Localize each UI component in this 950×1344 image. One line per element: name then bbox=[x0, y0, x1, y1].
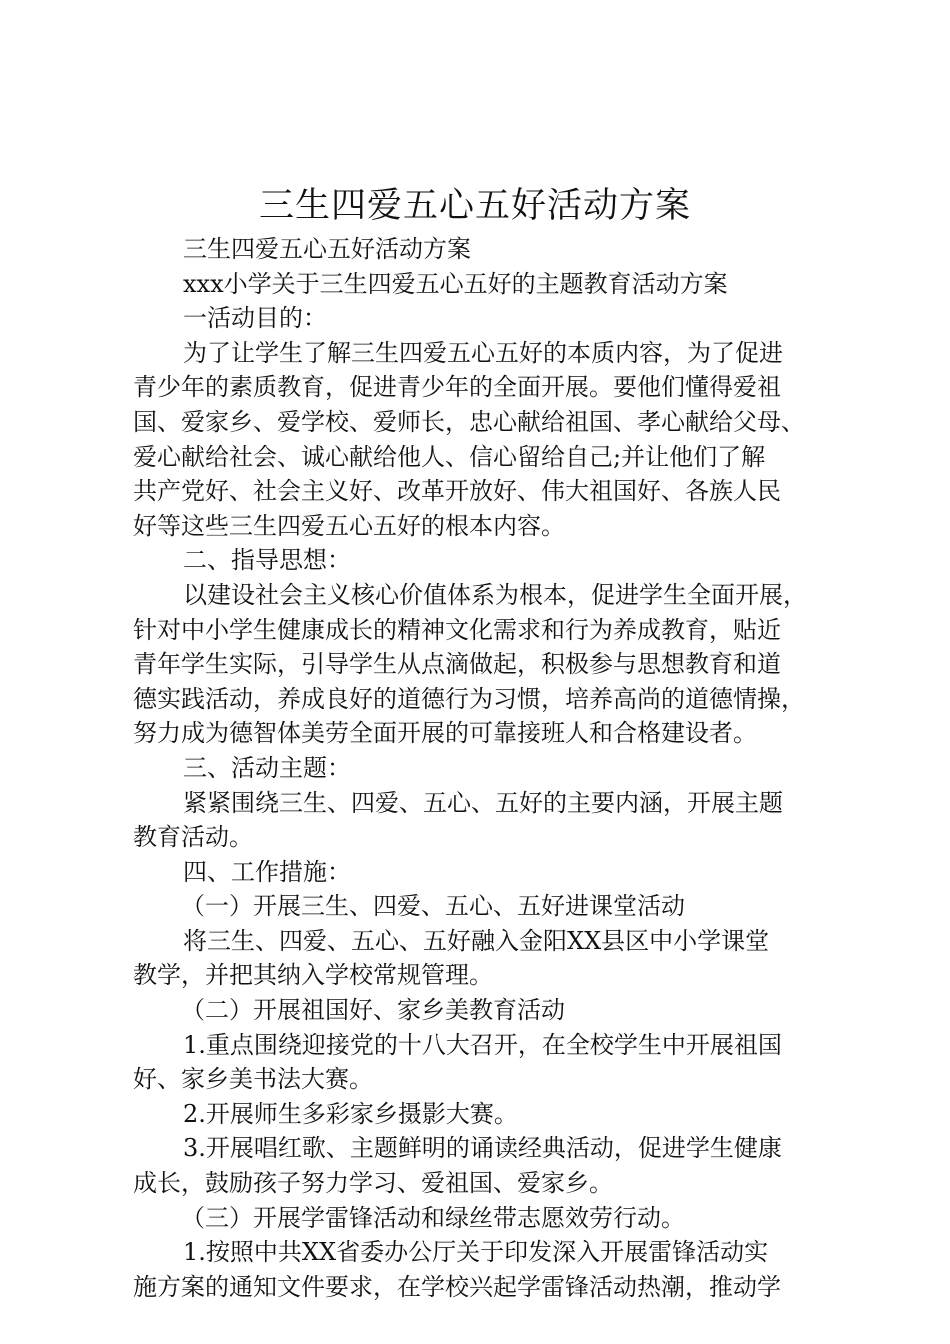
paragraph-line: 努力成为德智体美劳全面开展的可靠接班人和合格建设者。 bbox=[133, 719, 757, 748]
section-heading: 一活动目的： bbox=[183, 304, 327, 333]
paragraph-line: 好等这些三生四爱五心五好的根本内容。 bbox=[133, 511, 565, 540]
list-item-line: 1.按照中共XX省委办公厅关于印发深入开展雷锋活动实 bbox=[183, 1238, 769, 1267]
paragraph-line: 紧紧围绕三生、四爱、五心、五好的主要内涵，开展主题 bbox=[183, 788, 783, 817]
section-heading: 四、工作措施： bbox=[183, 857, 351, 886]
paragraph-line: 德实践活动，养成良好的道德行为习惯，培养高尚的道德情操， bbox=[133, 684, 805, 713]
list-item-line: 1.重点围绕迎接党的十八大召开，在全校学生中开展祖国 bbox=[183, 1030, 782, 1059]
list-item-line: 3.开展唱红歌、主题鲜明的诵读经典活动，促进学生健康 bbox=[183, 1134, 782, 1163]
subtitle-line: 三生四爱五心五好活动方案 bbox=[183, 235, 471, 263]
plan-name-line: xxx小学关于三生四爱五心五好的主题教育活动方案 bbox=[183, 269, 728, 298]
subsection-heading: （一）开展三生、四爱、五心、五好进课堂活动 bbox=[181, 892, 685, 921]
list-item-line: 施方案的通知文件要求，在学校兴起学雷锋活动热潮，推动学 bbox=[133, 1272, 781, 1301]
list-item-line: 成长，鼓励孩子努力学习、爱祖国、爱家乡。 bbox=[133, 1169, 613, 1198]
paragraph-line: 爱心献给社会、诚心献给他人、信心留给自己;并让他们了解 bbox=[133, 442, 766, 471]
paragraph-line: 将三生、四爱、五心、五好融入金阳XX县区中小学课堂 bbox=[183, 926, 770, 955]
paragraph-line: 国、爱家乡、爱学校、爱师长，忠心献给祖国、孝心献给父母、 bbox=[133, 407, 805, 436]
section-heading: 三、活动主题： bbox=[183, 753, 351, 782]
paragraph-line: 教育活动。 bbox=[133, 823, 253, 852]
paragraph-line: 为了让学生了解三生四爱五心五好的本质内容，为了促进 bbox=[183, 338, 783, 367]
paragraph-line: 青年学生实际，引导学生从点滴做起，积极参与思想教育和道 bbox=[133, 650, 781, 679]
paragraph-line: 青少年的素质教育，促进青少年的全面开展。要他们懂得爱祖 bbox=[133, 373, 781, 402]
paragraph-line: 共产党好、社会主义好、改革开放好、伟大祖国好、各族人民 bbox=[133, 477, 781, 506]
list-item-line: 2.开展师生多彩家乡摄影大赛。 bbox=[183, 1099, 518, 1128]
paragraph-line: 以建设社会主义核心价值体系为根本，促进学生全面开展， bbox=[183, 580, 807, 609]
document-title: 三生四爱五心五好活动方案 bbox=[258, 186, 691, 226]
subsection-heading: （三）开展学雷锋活动和绿丝带志愿效劳行动。 bbox=[181, 1203, 685, 1232]
subsection-heading: （二）开展祖国好、家乡美教育活动 bbox=[181, 996, 565, 1025]
document-body bbox=[133, 232, 833, 1304]
paragraph-line: 教学，并把其纳入学校常规管理。 bbox=[133, 961, 493, 990]
section-heading: 二、指导思想： bbox=[183, 546, 351, 575]
paragraph-line: 针对中小学生健康成长的精神文化需求和行为养成教育，贴近 bbox=[133, 615, 781, 644]
list-item-line: 好、家乡美书法大赛。 bbox=[133, 1065, 373, 1094]
